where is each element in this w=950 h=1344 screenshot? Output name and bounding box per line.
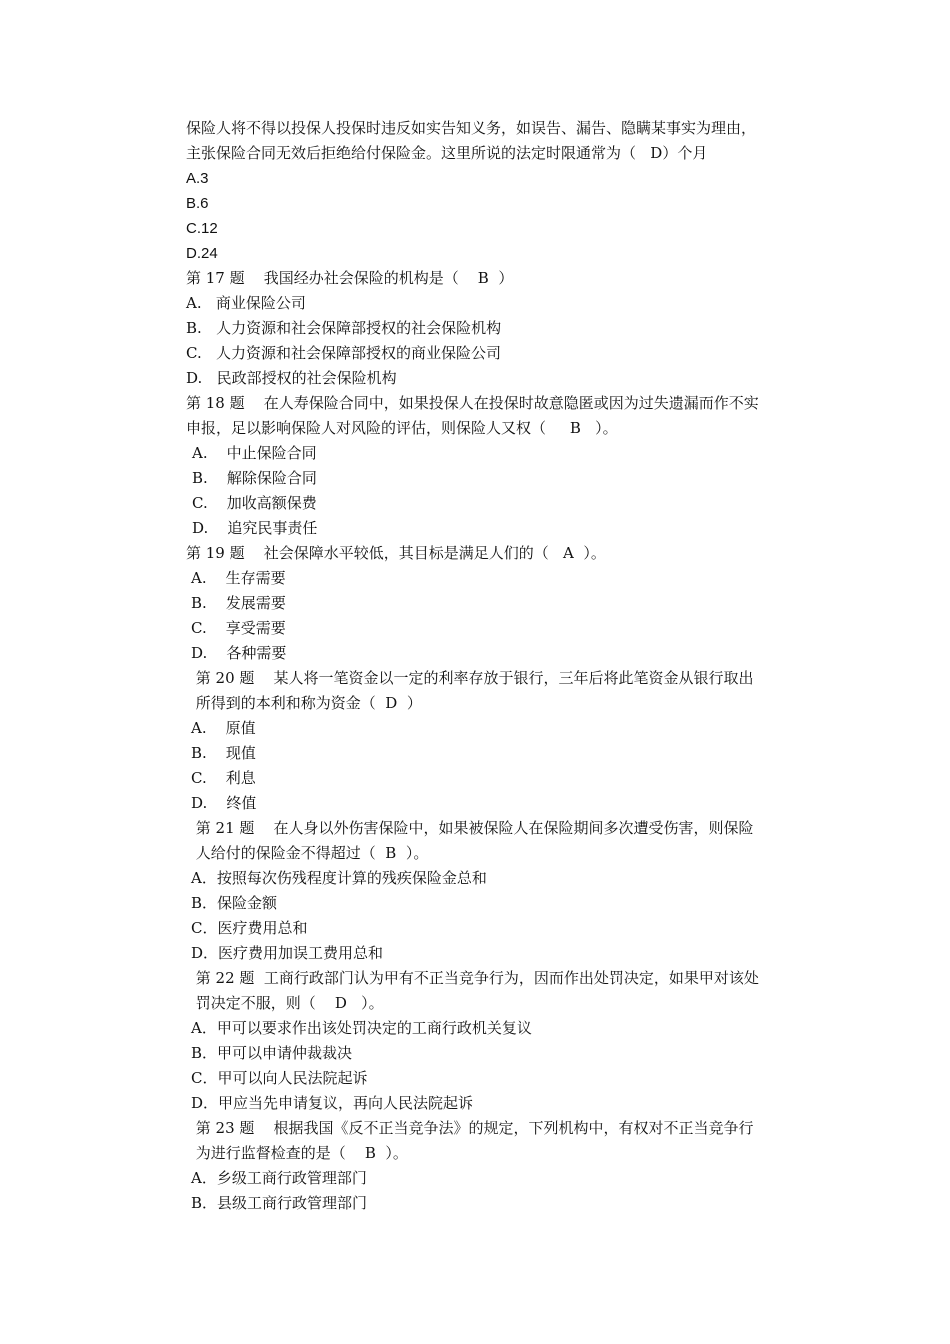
q18-option-b: B. 解除保险合同 [192, 469, 317, 487]
q18-stem-line-1: 第 18 题 在人寿保险合同中，如果投保人在投保时故意隐匿或因为过失遗漏而作不实 [186, 394, 759, 412]
q17-stem: 第 17 题 我国经办社会保险的机构是（ B ） [186, 269, 514, 287]
q22-stem-line-1: 第 22 题 工商行政部门认为甲有不正当竞争行为，因而作出处罚决定，如果甲对该处 [191, 969, 759, 987]
q19-option-c: C. 享受需要 [191, 619, 286, 637]
q17-option-a: A. 商业保险公司 [186, 294, 306, 312]
q22-option-d: D．甲应当先申请复议，再向人民法院起诉 [191, 1094, 474, 1112]
q22-option-b: B．甲可以申请仲裁裁决 [191, 1044, 353, 1062]
q16-stem-line-2: 主张保险合同无效后拒绝给付保险金。这里所说的法定时限通常为（ D）个月 [186, 144, 708, 162]
q20-stem-line-1: 第 20 题 某人将一笔资金以一定的利率存放于银行，三年后将此笔资金从银行取出 [191, 669, 754, 687]
q19-option-a: A. 生存需要 [191, 569, 286, 587]
q16-option-a: A.3 [186, 170, 209, 187]
q22-option-a: A．甲可以要求作出该处罚决定的工商行政机关复议 [191, 1019, 532, 1037]
q21-option-a: A．按照每次伤残程度计算的残疾保险金总和 [191, 869, 487, 887]
q20-stem-line-2: 所得到的本利和称为资金（ D ） [191, 694, 422, 712]
q18-option-c: C. 加收高额保费 [192, 494, 317, 512]
q16-option-c: C.12 [186, 220, 218, 237]
q17-option-d: D. 民政部授权的社会保险机构 [186, 369, 397, 387]
q20-option-d: D. 终值 [191, 794, 257, 812]
q18-stem-line-2: 申报，足以影响保险人对风险的评估，则保险人又权（ B ）。 [186, 419, 618, 437]
q21-stem-line-2: 人给付的保险金不得超过（ B ）。 [191, 844, 429, 862]
q23-option-a: A．乡级工商行政管理部门 [191, 1169, 367, 1187]
q17-option-b: B. 人力资源和社会保障部授权的社会保险机构 [186, 319, 502, 337]
q21-option-d: D．医疗费用加误工费用总和 [191, 944, 384, 962]
q21-stem-line-1: 第 21 题 在人身以外伤害保险中，如果被保险人在保险期间多次遭受伤害，则保险 [191, 819, 754, 837]
q20-option-b: B. 现值 [191, 744, 256, 762]
q18-option-a: A. 中止保险合同 [192, 444, 317, 462]
q16-option-b: B.6 [186, 195, 209, 212]
q19-option-b: B. 发展需要 [191, 594, 286, 612]
q22-option-c: C．甲可以向人民法院起诉 [191, 1069, 368, 1087]
q22-stem-line-2: 罚决定不服，则（ D ）。 [191, 994, 384, 1012]
q21-option-b: B．保险金额 [191, 894, 278, 912]
q16-option-d: D.24 [186, 245, 218, 262]
q23-option-b: B．县级工商行政管理部门 [191, 1194, 368, 1212]
q17-option-c: C. 人力资源和社会保障部授权的商业保险公司 [186, 344, 502, 362]
q19-option-d: D. 各种需要 [191, 644, 287, 662]
document-page [0, 116, 950, 1216]
q21-option-c: C．医疗费用总和 [191, 919, 308, 937]
q19-stem: 第 19 题 社会保障水平较低，其目标是满足人们的（ A ）。 [186, 544, 606, 562]
q20-option-c: C. 利息 [191, 769, 256, 787]
q20-option-a: A. 原值 [191, 719, 256, 737]
q18-option-d: D. 追究民事责任 [192, 519, 318, 537]
q23-stem-line-1: 第 23 题 根据我国《反不正当竞争法》的规定，下列机构中，有权对不正当竞争行 [191, 1119, 754, 1137]
q16-stem-line-1: 保险人将不得以投保人投保时违反如实告知义务，如误告、漏告、隐瞒某事实为理由， [186, 119, 757, 137]
q23-stem-line-2: 为进行监督检查的是（ B ）。 [191, 1144, 408, 1162]
